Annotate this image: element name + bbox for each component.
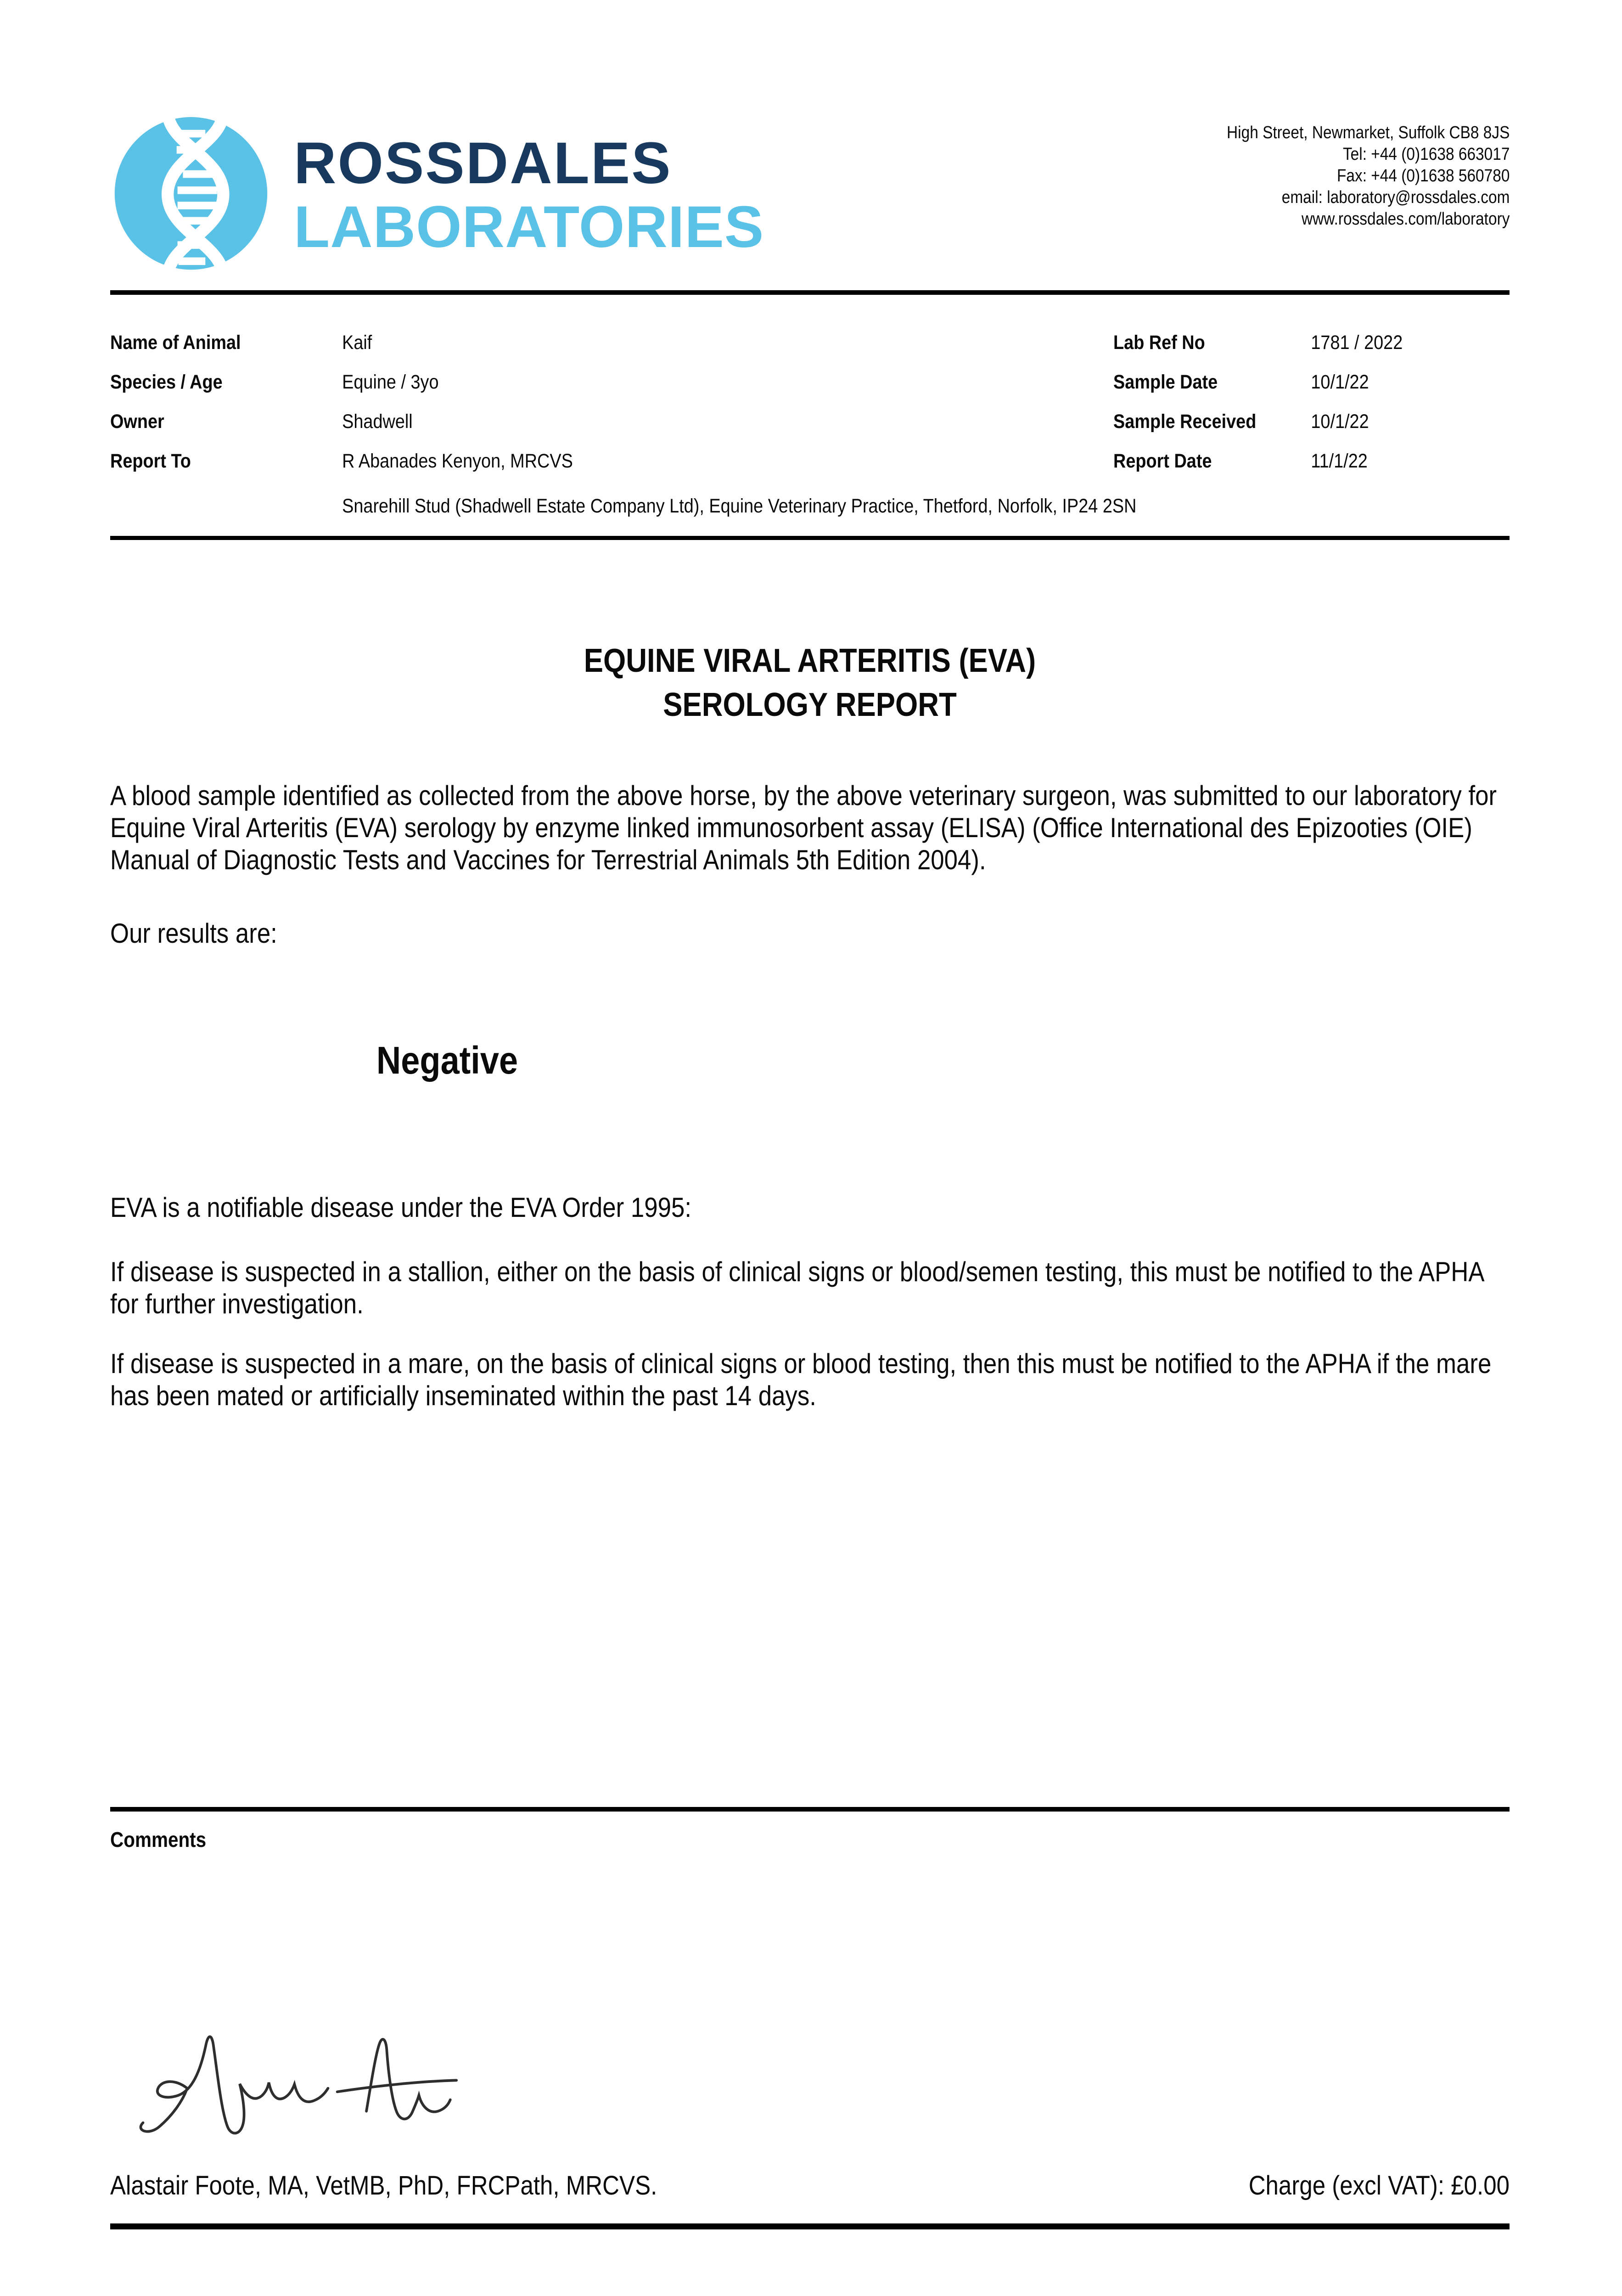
report-title <box>110 639 1510 727</box>
owner-label: Owner <box>110 411 164 433</box>
signature-area <box>110 2026 1510 2141</box>
signatory-name: Alastair Foote, MA, VetMB, PhD, FRCPath, MRCVS. <box>110 2171 657 2200</box>
name-of-animal-value: Kaif <box>342 332 372 354</box>
footer-line <box>110 2171 1510 2200</box>
contact-email: email: laboratory@rossdales.com <box>1281 188 1510 207</box>
report-to-label: Report To <box>110 450 191 472</box>
logo-line-primary: ROSSDALES <box>294 130 672 197</box>
sample-date-label: Sample Date <box>1113 371 1218 393</box>
contact-street: High Street, Newmarket, Suffolk CB8 8JS <box>1226 123 1510 142</box>
title-line-2: SEROLOGY REPORT <box>663 687 957 723</box>
sample-received-label: Sample Received <box>1113 411 1257 433</box>
divider-details <box>110 536 1510 540</box>
company-logo <box>110 110 764 281</box>
report-body <box>110 780 1510 1412</box>
details-grid <box>110 332 1510 490</box>
signature <box>124 2026 473 2141</box>
results-intro: Our results are: <box>110 918 277 949</box>
lab-ref-no-value: 1781 / 2022 <box>1311 332 1403 354</box>
contact-fax: Fax: +44 (0)1638 560780 <box>1336 166 1510 186</box>
title-line-1: EQUINE VIRAL ARTERITIS (EVA) <box>584 642 1036 679</box>
comments-section <box>110 1807 1510 1852</box>
result-value: Negative <box>376 1039 518 1082</box>
report-date-label: Report Date <box>1113 450 1212 472</box>
divider-comments <box>110 1807 1510 1812</box>
intro-paragraph: A blood sample identified as collected from the above horse, by the above veterinary surgeon, was submitted to our laboratory for Equine Viral Arteritis (EVA) serology by enzyme linked immunosorbent assay (ELISA) (Office International des Epizooties (OIE) Manual of Diagnostic Tests and Vaccines for Terrestrial Animals 5th Edition 2004). <box>110 780 1497 875</box>
owner-value: Shadwell <box>342 411 413 433</box>
name-of-animal-label: Name of Animal <box>110 332 241 354</box>
details-section <box>110 332 1510 518</box>
lab-ref-no-label: Lab Ref No <box>1113 332 1205 354</box>
report-date-value: 11/1/22 <box>1311 450 1368 472</box>
logo-line-secondary: LABORATORIES <box>294 194 764 260</box>
sample-date-value: 10/1/22 <box>1311 371 1369 393</box>
mare-paragraph: If disease is suspected in a mare, on the basis of clinical signs or blood testing, then this must be notified to the APHA if the mare has been mated or artificially inseminated within the past 14 days. <box>110 1348 1492 1411</box>
contact-tel: Tel: +44 (0)1638 663017 <box>1342 145 1510 164</box>
notifiable-line: EVA is a notifiable disease under the EVA Order 1995: <box>110 1192 692 1223</box>
dna-helix-icon <box>110 110 272 281</box>
report-to-address: Snarehill Stud (Shadwell Estate Company Ltd), Equine Veterinary Practice, Thetford, Norfolk, IP24 2SN <box>342 495 1137 517</box>
contact-block <box>685 122 1510 230</box>
contact-website: www.rossdales.com/laboratory <box>1301 209 1510 229</box>
stallion-paragraph: If disease is suspected in a stallion, either on the basis of clinical signs or blood/semen testing, this must be notified to the APHA for further investigation. <box>110 1256 1483 1319</box>
species-age-value: Equine / 3yo <box>342 371 439 393</box>
species-age-label: Species / Age <box>110 371 223 393</box>
divider-top <box>110 290 1510 295</box>
divider-bottom <box>110 2223 1510 2229</box>
sample-received-value: 10/1/22 <box>1311 411 1369 433</box>
comments-heading: Comments <box>110 1828 207 1851</box>
charge-amount: Charge (excl VAT): £0.00 <box>1248 2171 1510 2200</box>
header <box>110 110 1510 281</box>
report-to-value: R Abanades Kenyon, MRCVS <box>342 450 573 472</box>
